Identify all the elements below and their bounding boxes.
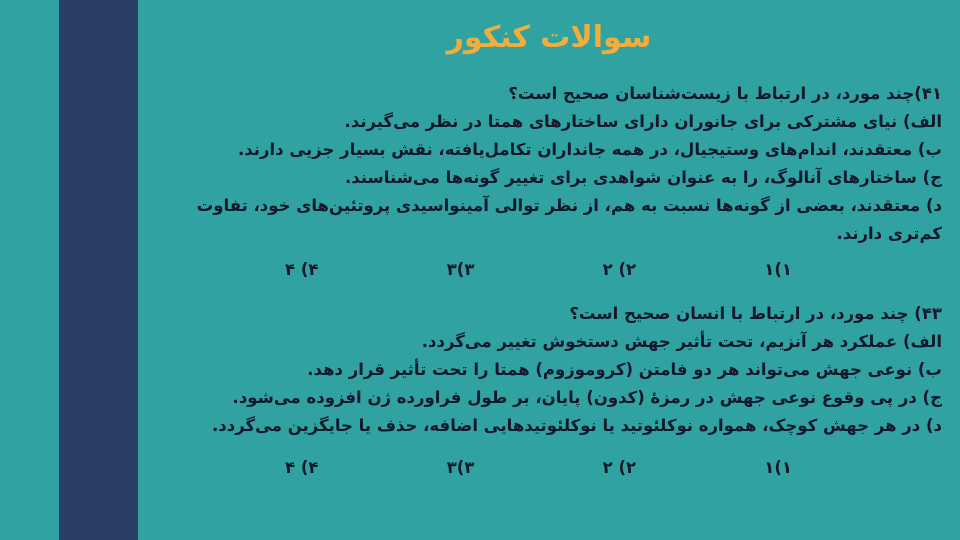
question-43-block <box>142 300 942 440</box>
question-41-option-3: ۳)۳ <box>446 260 475 279</box>
question-43-item-jim: ج) در پی وقوع نوعی جهش در رمزۀ (کدون) پایان، بر طول فراورده ژن افزوده می‌شود. <box>232 388 942 407</box>
question-43-option-2: ۲) ۲ <box>602 458 637 477</box>
question-43-item-alef: الف) عملکرد هر آنزیم، تحت تأثیر جهش دستخوش تغییر می‌گردد. <box>421 332 942 351</box>
question-41-option-4: ۴) ۴ <box>285 260 319 279</box>
question-43-option-1: ۱)۱ <box>764 458 792 477</box>
slide-title: سوالات کنکور <box>446 20 652 55</box>
question-41-item-jim: ج) ساختارهای آنالوگ، را به عنوان شواهدی برای تغییر گونه‌ها می‌شناسند. <box>345 168 942 187</box>
left-accent-bar <box>59 0 138 540</box>
question-43-option-4: ۴) ۴ <box>285 458 319 477</box>
question-41-item-alef: الف) نیای مشترکی برای جانوران دارای ساختارهای همتا در نظر می‌گیرند. <box>344 112 942 131</box>
question-43-options-row <box>285 456 792 480</box>
question-43-item-be: ب) نوعی جهش می‌تواند هر دو فامتن (کروموزوم) همتا را تحت تأثیر قرار دهد. <box>307 360 942 379</box>
question-41-block <box>142 80 942 248</box>
question-41-option-1: ۱)۱ <box>764 260 792 279</box>
question-41-item-be: ب) معتقدند، اندام‌های وستیجیال، در همه جانداران تکامل‌یافته، نقش بسیار جزیی دارند. <box>237 140 942 159</box>
question-41-option-2: ۲) ۲ <box>602 260 637 279</box>
question-41-item-dal: د) معتقدند، بعضی از گونه‌ها نسبت به هم، از نظر توالی آمینواسیدی پروتئین‌های خود، تفاوت کم‌تری دارند. <box>196 196 942 243</box>
question-41-stem: ۴۱)چند مورد، در ارتباط با زیست‌شناسان صحیح است؟ <box>508 84 942 103</box>
question-43-stem: ۴۳) چند مورد، در ارتباط با انسان صحیح است؟ <box>569 304 942 323</box>
question-43-option-3: ۳)۳ <box>446 458 475 477</box>
question-41-options-row <box>285 258 792 282</box>
question-43-item-dal: د) در هر جهش کوچک، همواره نوکلئوتید یا نوکلئوتیدهایی اضافه، حذف یا جایگزین می‌گردد. <box>212 416 942 435</box>
